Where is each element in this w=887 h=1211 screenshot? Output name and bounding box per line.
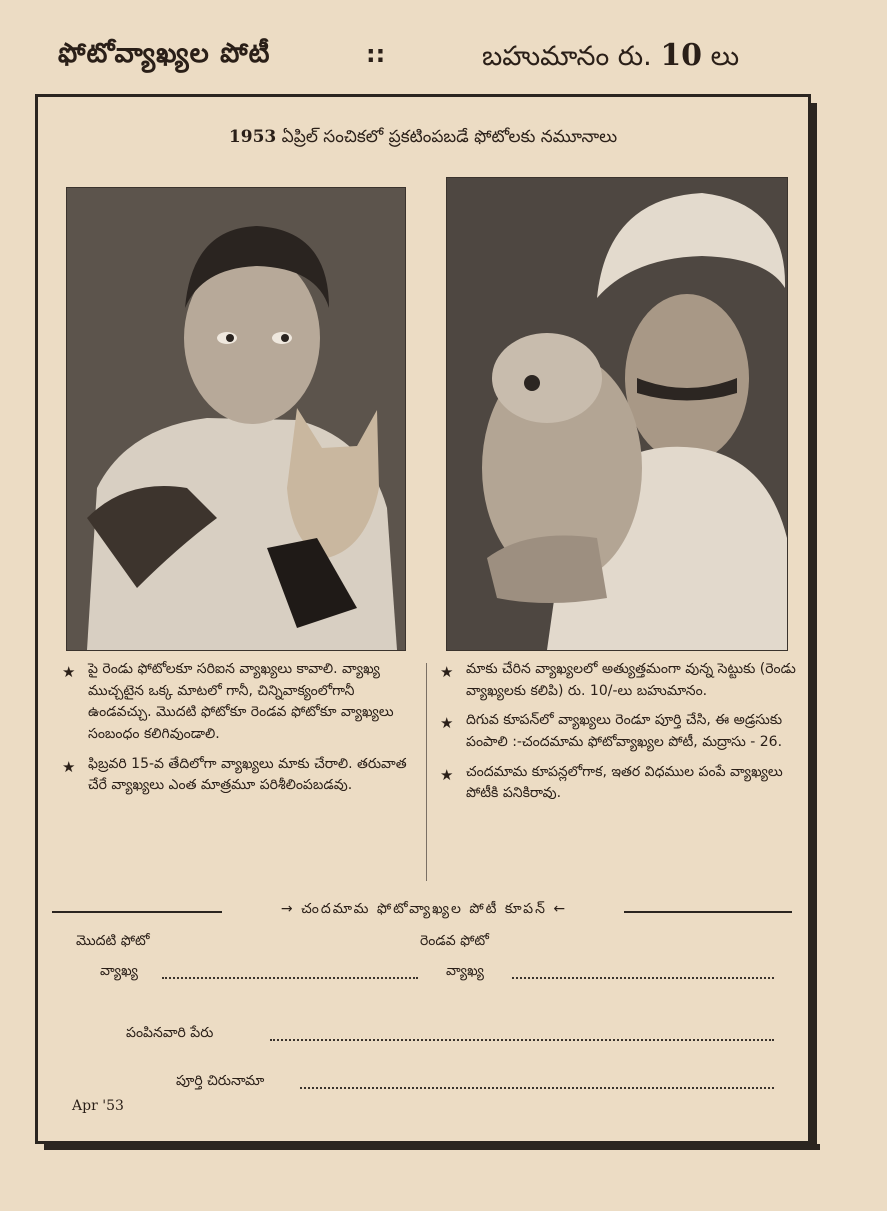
rule-item [438, 710, 798, 753]
rules-left-column [60, 659, 420, 805]
photo-man-with-lamb [446, 177, 788, 651]
full-address-field[interactable] [300, 1073, 774, 1089]
boy-kitten-illustration [67, 188, 405, 650]
rule-text: చందమామ కూపన్లలోగాక, ఇతర విధముల పంపే వ్యాఖ్యలు పోటీకి పనికిరావు. [466, 763, 783, 802]
rules-right-column [438, 659, 798, 813]
rule-text: ఫిబ్రవరి 15-వ తేదిలోగా వ్యాఖ్యలు మాకు చేరాలి. తరువాత చేరే వ్యాఖ్యలు ఎంత మాత్రమూ పరిశీలింపబడవు. [88, 755, 407, 794]
prize-amount [482, 38, 739, 79]
first-caption-field[interactable] [162, 963, 418, 979]
arrow-right-icon: → [280, 901, 295, 917]
coupon-rule-right [624, 911, 792, 913]
rule-item [438, 659, 798, 702]
star-icon: ★ [62, 757, 76, 776]
second-photo-label: రెండవ ఫోటో [420, 933, 489, 949]
rule-item [438, 762, 798, 805]
full-address-label: పూర్తి చిరునామా [176, 1073, 265, 1089]
frame-shadow-bottom [44, 1144, 820, 1150]
coupon-header [52, 901, 792, 921]
man-lamb-illustration [447, 178, 787, 650]
prize-number: 10 [660, 38, 703, 73]
subtitle [38, 127, 808, 151]
first-caption-label: వ్యాఖ్య [100, 963, 138, 979]
header-separator: :: [366, 40, 386, 68]
column-divider [426, 663, 427, 881]
issue-mark: Apr '53 [72, 1098, 124, 1114]
rule-text: పై రెండు ఫోటోలకూ సరిఐన వ్యాఖ్యలు కావాలి. వ్యాఖ్య ముచ్చటైన ఒక్క మాటలో గానీ, చిన్నివాక్యంలోగానీ ఉండవచ్చు. మొదటి ఫోటోకూ రెండవ ఫోటోకూ వ్యాఖ్యలు సంబంధం కలిగివుండాలి. [88, 661, 394, 743]
rule-text: దిగువ కూపన్‌లో వ్యాఖ్యలు రెండూ పూర్తి చేసి, ఈ అడ్రసుకు పంపాలి :-చందమామ ఫోటోవ్యాఖ్యల పోటీ, మద్రాసు - 26. [466, 712, 783, 751]
star-icon: ★ [440, 663, 454, 681]
photo-boy-with-kitten [66, 187, 406, 651]
contest-title: ఫోటోవ్యాఖ్యల పోటీ [58, 38, 271, 69]
page-header [0, 38, 887, 88]
rule-text: మాకు చేరిన వ్యాఖ్యలలో అత్యుత్తమంగా వున్న సెట్టుకు (రెండు వ్యాఖ్యలకు కలిపి) రు. 10/-లు బహుమానం. [466, 661, 796, 699]
star-icon: ★ [440, 765, 454, 784]
prize-prefix: బహుమానం రు. [482, 41, 652, 72]
first-photo-label: మొదటి ఫోటో [76, 933, 150, 949]
second-caption-label: వ్యాఖ్య [446, 963, 484, 979]
sender-name-field[interactable] [270, 1025, 774, 1041]
second-caption-field[interactable] [512, 963, 774, 979]
subtitle-text: ఏప్రిల్ సంచికలో ప్రకటింపబడే ఫోటోలకు నమూనాలు [281, 127, 618, 147]
frame-shadow-right [811, 103, 817, 1149]
arrow-left-icon: ← [553, 901, 568, 917]
subtitle-year: 1953 [228, 127, 277, 147]
star-icon: ★ [440, 714, 454, 733]
rule-item [60, 754, 420, 797]
coupon-title [228, 901, 620, 920]
sender-name-label: పంపినవారి పేరు [126, 1025, 214, 1041]
coupon-title-text: చందమామ ఫోటోవ్యాఖ్యల పోటీ కూపన్ [301, 901, 547, 917]
contest-frame [35, 94, 811, 1144]
prize-suffix: లు [710, 41, 740, 72]
star-icon: ★ [62, 663, 76, 681]
coupon-rule-left [52, 911, 222, 913]
rule-item [60, 659, 420, 746]
